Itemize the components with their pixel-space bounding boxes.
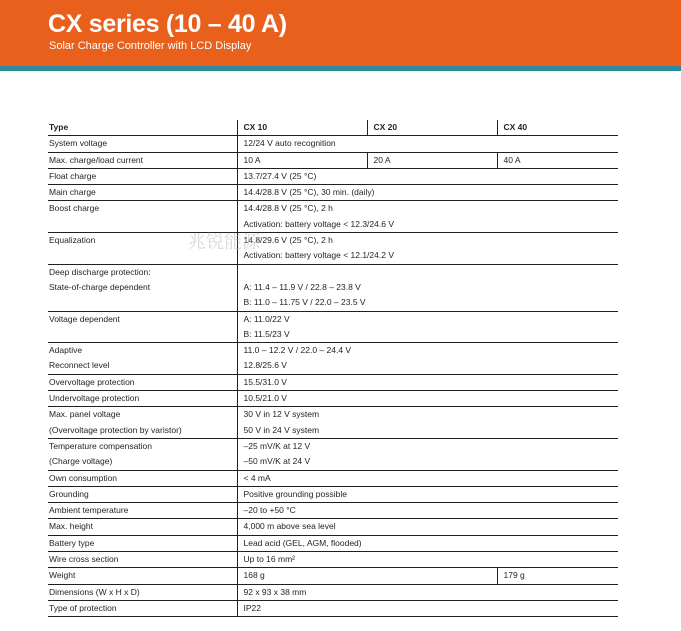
table-row: [48, 168, 618, 184]
table-row: [48, 358, 618, 374]
row-value: 10.5/21.0 V: [237, 391, 618, 407]
row-value: 12/24 V auto recognition: [237, 136, 618, 152]
row-label: Boost charge: [49, 203, 100, 214]
row-label: [48, 295, 237, 311]
row-value: 4,000 m above sea level: [237, 519, 618, 535]
table-row: [48, 264, 618, 280]
table-row: [48, 185, 618, 201]
row-label: (Overvoltage protection by varistor): [48, 423, 237, 439]
row-label: Equalization: [49, 235, 96, 246]
row-label: Overvoltage protection: [48, 374, 237, 390]
row-value: –20 to +50 °C: [237, 503, 618, 519]
table-row: [48, 486, 618, 502]
table-header-row: [48, 120, 618, 136]
header-stripe: [0, 66, 681, 71]
row-value: B: 11.5/23 V: [237, 327, 618, 343]
row-value: 12.8/25.6 V: [237, 358, 618, 374]
row-value: –50 mV/K at 24 V: [237, 454, 618, 470]
row-value: 11.0 – 12.2 V / 22.0 – 24.4 V: [237, 343, 618, 359]
table-row: [48, 391, 618, 407]
table-row: [48, 503, 618, 519]
table-row: [48, 470, 618, 486]
table-row: [48, 217, 618, 233]
page-subtitle: Solar Charge Controller with LCD Display: [49, 40, 252, 52]
row-label: Ambient temperature: [48, 503, 237, 519]
row-label: Deep discharge protection:: [49, 266, 151, 277]
row-value: Lead acid (GEL, AGM, flooded): [237, 535, 618, 551]
row-label: Grounding: [48, 486, 237, 502]
row-label: [48, 327, 237, 343]
row-value: 13.7/27.4 V (25 °C): [237, 168, 618, 184]
row-label: Own consumption: [48, 470, 237, 486]
table-row: [48, 327, 618, 343]
row-value: [367, 568, 497, 584]
row-value: 14.4/28.8 V (25 °C), 2 h: [237, 201, 618, 217]
row-label: Max. panel voltage: [49, 409, 121, 420]
table-row: [48, 136, 618, 152]
row-value: A: 11.0/22 V: [237, 311, 618, 327]
row-value: 14.8/29.6 V (25 °C), 2 h: [237, 233, 618, 249]
table-row: [48, 552, 618, 568]
row-label: Reconnect level: [48, 358, 237, 374]
row-value: 20 A: [367, 152, 497, 168]
table-row: [48, 535, 618, 551]
row-value: 168 g: [237, 568, 367, 584]
row-label: Wire cross section: [48, 552, 237, 568]
table-row: [48, 407, 618, 423]
row-label: System voltage: [48, 136, 237, 152]
table-row: [48, 152, 618, 168]
row-value: 92 x 93 x 38 mm: [237, 584, 618, 600]
table-row: [48, 423, 618, 439]
table-row: [48, 454, 618, 470]
row-value: 30 V in 12 V system: [237, 407, 618, 423]
row-label: (Charge voltage): [48, 454, 237, 470]
table-row: [48, 584, 618, 600]
row-label: [48, 248, 237, 264]
row-label: Weight: [48, 568, 237, 584]
row-label: Float charge: [48, 168, 237, 184]
row-label: Undervoltage protection: [48, 391, 237, 407]
table-row: [48, 519, 618, 535]
row-label: Adaptive: [49, 345, 83, 356]
page-title: CX series (10 – 40 A): [48, 10, 287, 38]
table-row: [48, 233, 618, 249]
row-label: Max. charge/load current: [48, 152, 237, 168]
table-row: [48, 600, 618, 616]
table-row: [48, 374, 618, 390]
table-row: [48, 248, 618, 264]
table-row: [48, 343, 618, 359]
row-label: Type of protection: [48, 600, 237, 616]
row-value: Activation: battery voltage < 12.1/24.2 V: [237, 248, 618, 264]
row-label: State-of-charge dependent: [49, 281, 151, 292]
row-label: Max. height: [48, 519, 237, 535]
table-header-cell: CX 10: [237, 120, 367, 136]
table-row: [48, 201, 618, 217]
row-label: Dimensions (W x H x D): [48, 584, 237, 600]
row-value: A: 11.4 – 11.9 V / 22.8 – 23.8 V: [237, 280, 618, 295]
row-value: 15.5/31.0 V: [237, 374, 618, 390]
row-value: –25 mV/K at 12 V: [237, 438, 618, 454]
row-value: B: 11.0 – 11.75 V / 22.0 – 23.5 V: [237, 295, 618, 311]
row-value: Positive grounding possible: [237, 486, 618, 502]
table-header-cell: CX 20: [367, 120, 497, 136]
table-header-cell: Type: [48, 120, 237, 136]
spec-table: [48, 120, 618, 617]
row-label: [48, 217, 237, 233]
row-value: Activation: battery voltage < 12.3/24.6 V: [237, 217, 618, 233]
table-row: [48, 438, 618, 454]
row-value: Up to 16 mm²: [237, 552, 618, 568]
row-value: 10 A: [237, 152, 367, 168]
row-value: 40 A: [497, 152, 618, 168]
row-label: Main charge: [48, 185, 237, 201]
table-row: [48, 280, 618, 295]
row-value: 179 g: [497, 568, 618, 584]
table-row: [48, 568, 618, 584]
table-row: [48, 311, 618, 327]
row-label: Temperature compensation: [49, 440, 153, 451]
row-label: Voltage dependent: [49, 313, 120, 324]
row-value: [237, 264, 618, 280]
row-label: Battery type: [48, 535, 237, 551]
row-value: 50 V in 24 V system: [237, 423, 618, 439]
row-value: 14.4/28.8 V (25 °C), 30 min. (daily): [237, 185, 618, 201]
table-header-cell: CX 40: [497, 120, 618, 136]
row-value: < 4 mA: [237, 470, 618, 486]
table-row: [48, 295, 618, 311]
row-value: IP22: [237, 600, 618, 616]
watermark: 兆锐能源: [188, 232, 260, 252]
